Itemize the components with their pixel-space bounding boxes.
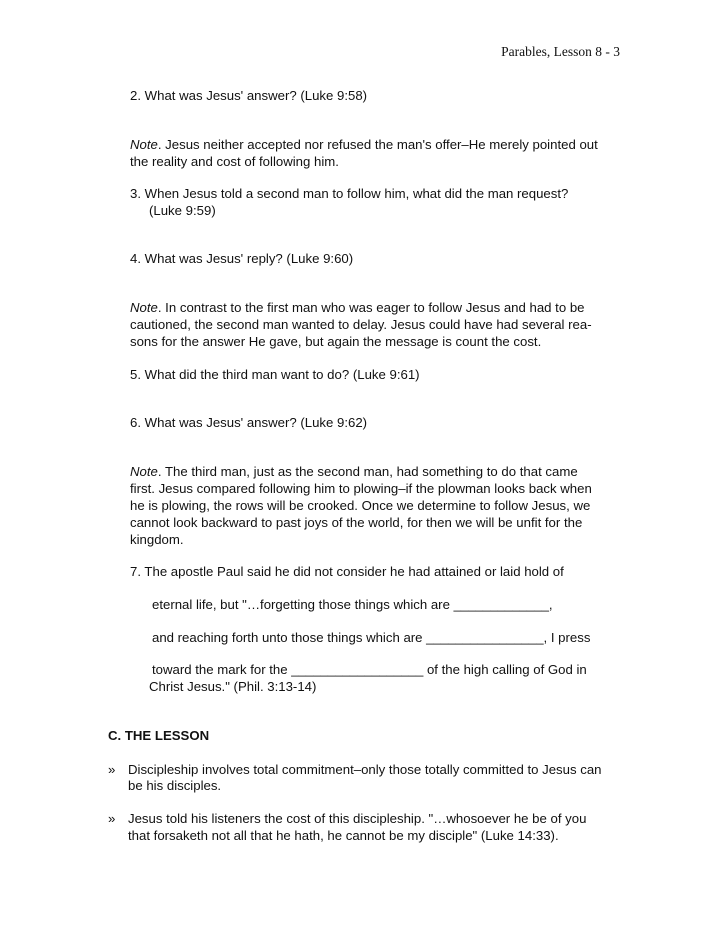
bullet-2-line-1: Jesus told his listeners the cost of this discipleship. "…whosoever he be of you: [128, 811, 587, 826]
question-7-line-3: and reaching forth unto those things which are ________________, I press: [152, 630, 591, 645]
bullet-marker: »: [108, 811, 116, 826]
note-3-line-1: . The third man, just as the second man, had something to do that came: [157, 464, 578, 479]
question-7-line-2: eternal life, but "…forgetting those things which are _____________,: [152, 597, 553, 612]
question-2: 2. What was Jesus' answer? (Luke 9:58): [130, 88, 368, 103]
note-3: [130, 463, 592, 548]
question-7-line-5: Christ Jesus." (Phil. 3:13-14): [149, 679, 317, 694]
note-1-line-2: the reality and cost of following him.: [130, 154, 339, 169]
question-3: 3. When Jesus told a second man to follow him, what did the man request?: [130, 186, 569, 201]
section-heading: C. THE LESSON: [108, 728, 210, 743]
note-2-line-3: sons for the answer He gave, but again the message is count the cost.: [130, 334, 542, 349]
note-3-line-2: first. Jesus compared following him to plowing–if the plowman looks back when: [130, 481, 592, 496]
question-4: 4. What was Jesus' reply? (Luke 9:60): [130, 251, 354, 266]
question-5: 5. What did the third man want to do? (Luke 9:61): [130, 367, 420, 382]
bullet-1-line-1: Discipleship involves total commitment–only those totally committed to Jesus can: [128, 762, 602, 777]
bullet-marker: »: [108, 762, 116, 777]
question-7-line-4: toward the mark for the __________________ of the high calling of God in: [152, 662, 587, 677]
note-2-line-1: . In contrast to the first man who was eager to follow Jesus and had to be: [157, 300, 585, 315]
note-2: [130, 299, 592, 350]
running-header: Parables, Lesson 8 - 3: [501, 44, 620, 59]
note-2-line-2: cautioned, the second man wanted to delay. Jesus could have had several rea-: [130, 317, 592, 332]
note-3-line-5: kingdom.: [130, 532, 184, 547]
note-1: [130, 136, 598, 170]
bullet-2-line-2: that forsaketh not all that he hath, he cannot be my disciple" (Luke 14:33).: [128, 828, 559, 843]
bullet-1-line-2: be his disciples.: [128, 778, 222, 793]
note-3-line-3: he is plowing, the rows will be crooked. Once we determine to follow Jesus, we: [130, 498, 591, 513]
note-label: Note: [130, 300, 158, 315]
question-6: 6. What was Jesus' answer? (Luke 9:62): [130, 415, 368, 430]
note-label: Note: [130, 464, 158, 479]
note-3-line-4: cannot look backward to past joys of the world, for then we will be unfit for the: [130, 515, 583, 530]
note-1-line-1: . Jesus neither accepted nor refused the man's offer–He merely pointed out: [157, 137, 598, 152]
question-3-ref: (Luke 9:59): [149, 203, 216, 218]
question-7: 7. The apostle Paul said he did not consider he had attained or laid hold of: [130, 564, 564, 579]
note-label: Note: [130, 137, 158, 152]
